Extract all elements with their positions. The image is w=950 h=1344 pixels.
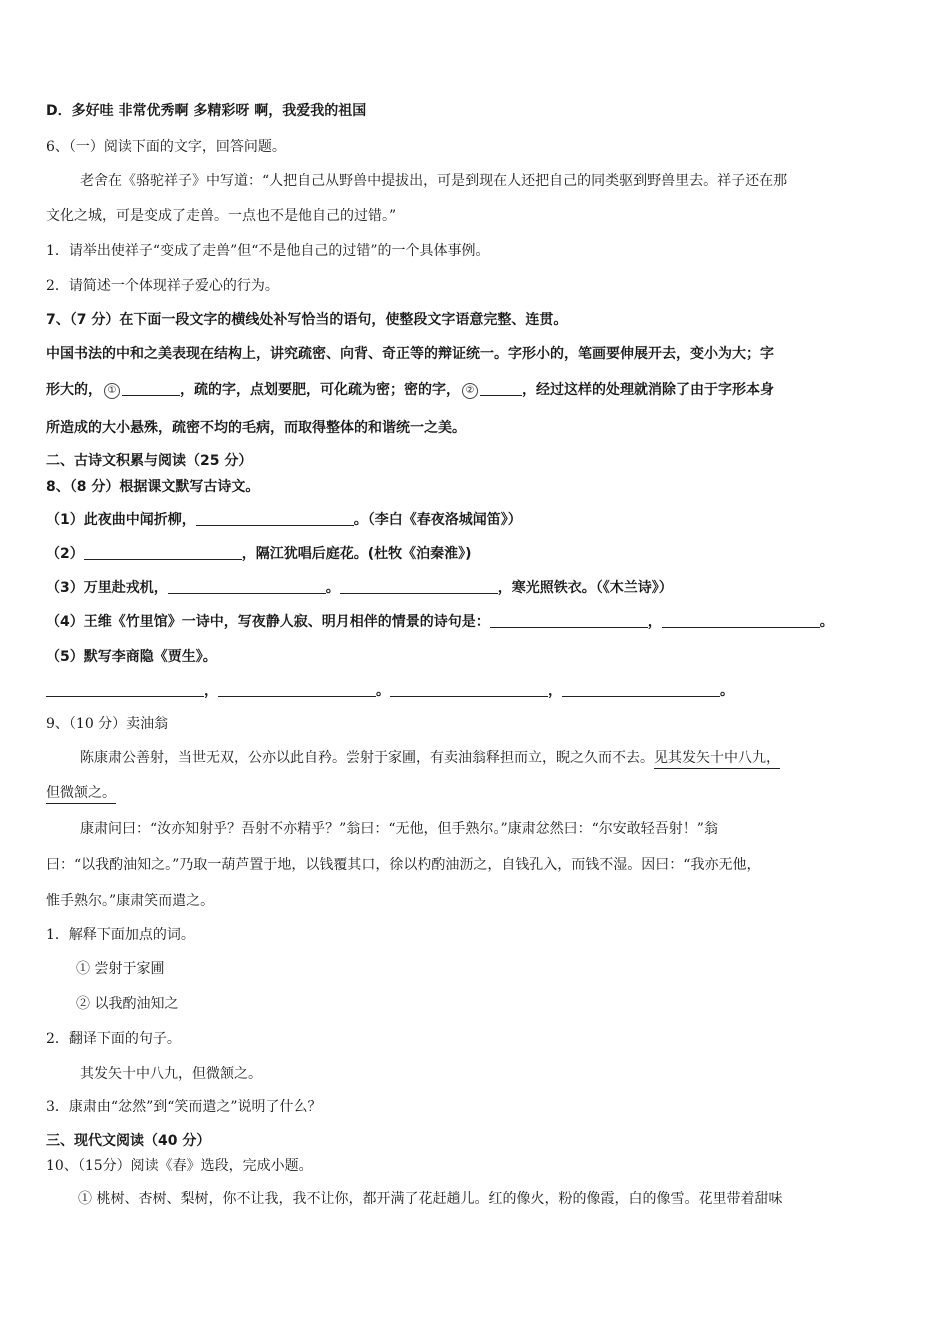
q6-sub-2: 2．请简述一个体现祥子爱心的行为。 bbox=[46, 278, 279, 294]
q9-underlined-sentence-a: 见其发矢十中八九， bbox=[654, 748, 780, 769]
q8-item-3 bbox=[46, 578, 673, 598]
q9-sub-3: 3．康肃由“忿然”到“笑而遣之”说明了什么？ bbox=[46, 1099, 322, 1115]
q8-2-text-b: ，隔江犹唱后庭花。(杜牧《泊秦淮》) bbox=[241, 546, 472, 562]
q8-title: 8、（8 分）根据课文默写古诗文。 bbox=[46, 479, 260, 495]
q9-passage-text: 陈康肃公善射，当世无双，公亦以此自矜。尝射于家圃，有卖油翁释担而立，睨之久而不去。 bbox=[80, 750, 654, 766]
q8-4-text-c: 。 bbox=[819, 614, 834, 630]
blank-number-2: ② bbox=[462, 383, 478, 399]
q9-title: 9、（10 分）卖油翁 bbox=[46, 716, 169, 732]
q7-passage-line-1: 中国书法的中和之美表现在结构上，讲究疏密、向背、奇正等的辩证统一。字形小的，笔画要伸展开去，变小为大；字 bbox=[46, 346, 774, 362]
q8-3-blank-1[interactable] bbox=[168, 579, 326, 594]
section-2-heading: 二、古诗文积累与阅读（25 分） bbox=[46, 453, 253, 469]
q9-sub-1a: ① 尝射于家圃 bbox=[76, 961, 165, 977]
q9-sub-1: 1．解释下面加点的词。 bbox=[46, 927, 195, 943]
q8-4-text-a: （4）王维《竹里馆》一诗中，写夜静人寂、明月相伴的情景的诗句是： bbox=[46, 614, 490, 630]
q9-sub-2: 2．翻译下面的句子。 bbox=[46, 1031, 181, 1047]
q8-5-blank-1[interactable] bbox=[46, 682, 204, 697]
q9-underlined-sentence-b: 但微颔之。 bbox=[46, 783, 116, 804]
option-d: D．多好哇 非常优秀啊 多精彩呀 啊，我爱我的祖国 bbox=[46, 103, 367, 119]
q9-passage-line-5: 惟手熟尔。”康肃笑而遣之。 bbox=[46, 893, 215, 909]
q8-2-blank[interactable] bbox=[84, 545, 242, 560]
section-3-heading: 三、现代文阅读（40 分） bbox=[46, 1133, 211, 1149]
q9-passage-line-3: 康肃问曰：“汝亦知射乎？吾射不亦精乎？”翁曰：“无他，但手熟尔。”康肃忿然曰：“尔安敢轻吾射！”翁 bbox=[80, 821, 718, 837]
q6-passage-line-2: 文化之城，可是变成了走兽。一点也不是他自己的过错。” bbox=[46, 208, 397, 224]
q7-text-b: ，疏的字，点划要肥，可化疏为密；密的字， bbox=[180, 382, 460, 398]
q8-1-text-b: 。（李白《春夜洛城闻笛》） bbox=[353, 512, 522, 528]
q7-passage-line-3: 所造成的大小悬殊，疏密不均的毛病，而取得整体的和谐统一之美。 bbox=[46, 420, 466, 436]
q8-item-1 bbox=[46, 510, 522, 530]
q8-4-blank-1[interactable] bbox=[490, 613, 648, 628]
q9-sub-2a: 其发矢十中八九，但微颔之。 bbox=[80, 1066, 262, 1082]
q8-3-text-a: （3）万里赴戎机， bbox=[46, 580, 168, 596]
q7-passage-line-2 bbox=[46, 380, 774, 400]
q8-1-blank[interactable] bbox=[196, 511, 354, 526]
q8-3-text-c: ，寒光照铁衣。（《木兰诗》） bbox=[497, 580, 673, 596]
q8-5-sep-3: ， bbox=[548, 683, 562, 699]
q8-item-2 bbox=[46, 544, 472, 564]
q8-5-blank-2[interactable] bbox=[218, 682, 376, 697]
q7-blank-1[interactable] bbox=[122, 381, 180, 396]
q7-text-c: ，经过这样的处理就消除了由于字形本身 bbox=[522, 382, 774, 398]
q8-item-5-answer-line bbox=[46, 681, 734, 701]
q8-5-blank-4[interactable] bbox=[562, 682, 720, 697]
q10-passage-line-1: ① 桃树、杏树、梨树，你不让我，我不让你，都开满了花赶趟儿。红的像火，粉的像霞，白的像雪。花里带着甜味 bbox=[78, 1191, 783, 1207]
q7-blank-2[interactable] bbox=[480, 381, 522, 396]
q8-3-blank-2[interactable] bbox=[340, 579, 498, 594]
q9-passage-line-1 bbox=[80, 748, 780, 769]
q8-3-text-b: 。 bbox=[325, 580, 340, 596]
q7-text-a: 形大的， bbox=[46, 382, 102, 398]
q9-sub-1b: ② 以我酌油知之 bbox=[76, 996, 179, 1012]
q8-4-text-b: ， bbox=[647, 614, 662, 630]
q6-title: 6、（一）阅读下面的文字，回答问题。 bbox=[46, 139, 286, 155]
q8-5-blank-3[interactable] bbox=[390, 682, 548, 697]
q7-title: 7、（7 分）在下面一段文字的横线处补写恰当的语句，使整段文字语意完整、连贯。 bbox=[46, 312, 568, 328]
q8-4-blank-2[interactable] bbox=[662, 613, 820, 628]
q8-1-text-a: （1）此夜曲中闻折柳， bbox=[46, 512, 196, 528]
q6-passage-line-1: 老舍在《骆驼祥子》中写道：“人把自己从野兽中提拔出，可是到现在人还把自己的同类驱到野兽里去。祥子还在那 bbox=[80, 173, 788, 189]
q8-2-text-a: （2） bbox=[46, 546, 84, 562]
q10-title: 10、（15分）阅读《春》选段，完成小题。 bbox=[46, 1158, 313, 1174]
q8-5-sep-1: ， bbox=[204, 683, 218, 699]
q8-item-4 bbox=[46, 612, 834, 632]
q9-passage-line-4: 曰：“以我酌油知之。”乃取一葫芦置于地，以钱覆其口，徐以杓酌油沥之，自钱孔入，而钱不湿。因曰：“我亦无他， bbox=[46, 857, 761, 873]
q8-5-sep-2: 。 bbox=[376, 683, 390, 699]
blank-number-1: ① bbox=[104, 383, 120, 399]
q6-sub-1: 1．请举出使祥子“变成了走兽”但“不是他自己的过错”的一个具体事例。 bbox=[46, 243, 490, 259]
q9-passage-line-2 bbox=[46, 783, 116, 804]
q8-5-sep-4: 。 bbox=[720, 683, 734, 699]
q8-item-5: （5）默写李商隐《贾生》。 bbox=[46, 649, 217, 665]
